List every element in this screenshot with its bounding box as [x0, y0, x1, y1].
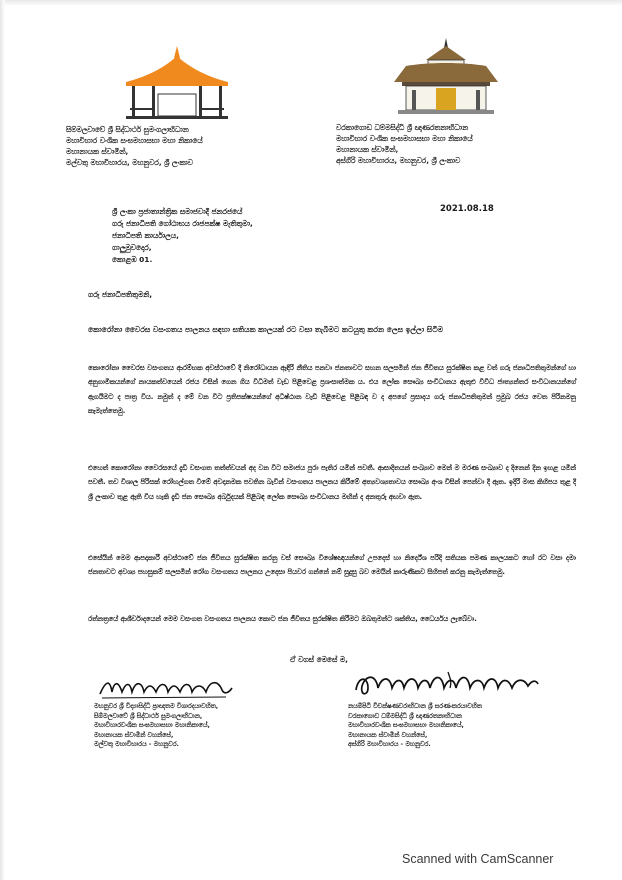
recipient-address [112, 206, 342, 266]
letter-subject: කොරෝනා වෛරස වසංගතය පාලනය සඳහා සතියක කාලයක් රට වසා තැබීමට කටයුතු කරන ලෙස ඉල්ලා සිටීම [88, 325, 443, 334]
signatory-line: සිම්මලවාවේ ශ්‍රී සිද්ධාර්ථ සුමංගලාභිධාන, [94, 712, 203, 720]
letterhead-line: මහාවිහාර වංශික සංඝමහාසභා මහා නිකායේ [66, 136, 203, 145]
body-paragraph: රත්නත්‍රයේ ආශීර්වාදයෙන් මෙම වසංගත වසංගතය පාලනය කොට ජන ජීවිතය සුරක්ෂිත කිරීමට ඔබතුමන්ට ශක්තිය, ධෛර්යය ලැබේවා. [88, 615, 477, 623]
right-signature [352, 668, 540, 702]
letterhead-line: සිම්මලවාවේ ශ්‍රී සිද්ධාර්ථ සුමංගලාභිධාන [66, 125, 189, 134]
right-signatory-block [348, 702, 588, 750]
signatory-line: මහනුවර ශ්‍රී විද්‍යාසිද්ධි ප්‍රාඥතම විශාරදයාවහිත, [94, 703, 219, 710]
address-line: කොළඹ 01. [112, 255, 153, 264]
letterhead-line: මහානායක ස්වාමීන්, [336, 145, 399, 154]
closing-line: ඒ වගස් මෙසේ ම, [290, 655, 348, 664]
right-letterhead [336, 122, 586, 166]
salutation: ගරු ජනාධිපතිතුමනි, [88, 290, 153, 299]
address-line: ජනාධිපති කාර්යාලය, [112, 231, 179, 240]
left-signatory-block [94, 702, 294, 750]
address-line: ගරු ජනාධිපති ගෝඨාභය රාජපක්ෂ මැතිතුමා, [112, 219, 253, 228]
scan-edge [0, 0, 622, 6]
signatory-line: මහානායක ස්වාමීන් වහන්සේ, [94, 731, 174, 739]
signatory-line: මහාවිහාරවංශික සංඝමහාසභා මහානිකායේ, [348, 722, 464, 730]
letterhead-line: වරකාගොඩ ධම්මසිද්ධි ශ්‍රී ඥාණරතනාභිධාන [336, 123, 469, 132]
signatory-line: නයම්පිටි විචක්ෂණවරාභිධාන ශ්‍රී සරණංකරයාවහිත [348, 703, 482, 710]
camscanner-watermark: Scanned with CamScanner [402, 852, 554, 866]
scan-edge [0, 0, 5, 880]
left-signature [96, 674, 236, 702]
letterhead-line: මහාවිහාර වංශික සංඝමහාසභා මහා නිකායේ [336, 134, 473, 143]
malwatu-pavilion-logo [122, 44, 232, 120]
address-line: ශ්‍රී ලංකා ප්‍රජාතාන්ත්‍රික සමාජවාදී ජනරජයේ [112, 207, 243, 216]
letterhead-line: මහානායක ස්වාමීන්, [66, 147, 129, 156]
asgiri-temple-logo [388, 38, 504, 116]
left-letterhead [66, 124, 306, 168]
signatory-line: මහාවිහාරවංශික සංඝමහාසභා මහානිකායේ, [94, 722, 210, 730]
letter-date: 2021.08.18 [440, 204, 494, 214]
signatory-line: අස්ගිරි මහාවිහාරය - මහනුවර. [348, 741, 431, 749]
body-paragraph: කොරෝනා වෛරස වසංගතය ආරම්භක අවස්ථාවේ දී නිරෝධායන ඇඳිරි නීතිය පනවා ජනතාවට සහන සලසමින් ජන ජීවිතය සුරක්ෂිත කළ වත් ගරු ජනාධිපතිතුමන්ගේ හා අනුගාමිකයන්ගේ නායකත්වයෙන් රජය විසින් ගෙන ගිය විධිමත් වැඩ පිළිවෙළ ප්‍රශංසාත්මක ය. එය ලෝක සෞඛ්‍ය සංවිධානය ඇතුළු විවිධ ජාත්‍යන්තර සංවිධානයන්ගේ ඇගයීමට ද පාත්‍ර විය. නමුත් ද මේ වන විට ප්‍රතිපක්ෂයන්ගේ අධිෂ්ඨාන වැඩි පිළිවෙළ පිළිබඳ ව ද අපගේ ප්‍රසාදය ගරු ජනාධිපතිතුමන් ප්‍රමුඛ රජය වෙත පිරිනමනු කැමැත්තෙමු. [88, 364, 576, 416]
signatory-line: මල්වතු මහාවිහාරය - මහනුවර. [94, 741, 179, 749]
letterhead-line: අස්ගිරි මහාවිහාරය, මහනුවර, ශ්‍රී ලංකාව [336, 156, 461, 165]
body-paragraph: එහෙත් කොරෝනා වෛරසයේ දැඩි වසංගත තත්ත්වයන් අද වන විට සමාජය පුරා පැතිර යමින් පවතී. ආසාදිතයන් සංඛ්‍යාව මෙන් ම මරණ සංඛ්‍යාව ද දිනෙන් දින ඉහළ යමින් පවතී. තව විශාල පිරිසක් රෝහල්ගත වීමේ අවදානමක පවතින බැවින් වසංගතය පාලනය කිරීමේ අත්‍යවශ්‍යතාවය සෞඛ්‍ය අංශ විසින් පෙන්වා දී ඇත. ඉදිරි මාස කිහිපය තුළ දී ශ්‍රී ලංකාව තුළ ඇති විය හැකි දැඩි ජන සෞඛ්‍ය අර්බුදයක් පිළිබඳ ලෝක සෞඛ්‍ය සංවිධානය මඟින් ද අනතුරු අඟවා ඇත. [88, 464, 576, 501]
address-line: ගාලුමුවදොර, [112, 243, 152, 252]
letterhead-line: මල්වතු මහාවිහාරය, මහනුවර, ශ්‍රී ලංකාව [66, 158, 193, 167]
signatory-line: වරකාගොඩ ධම්මසිද්ධි ශ්‍රී ඥාණරතනාභිධාන [348, 712, 462, 720]
signatory-line: මහානායක ස්වාමීන් වහන්සේ, [348, 731, 428, 739]
body-paragraph: එසේයින් මෙම ආපදාකාරී අවස්ථාවේ ජන ජීවිතය සුරක්ෂිත කරනු වස් සෞඛ්‍ය විශේෂඥයන්ගේ උපදෙස් හා නිර්දේශ පරිදි සතියක පමණ කාලයකට හෝ රට වසා දමා ජනතාවට අවශ්‍ය පහසුකම් සලසමින් රෝග වසංගතය පාලනය උදෙසා පියවර ගන්නේ නම් සුදුසු බව මෙයින් කාරුණිකව සිහිපත් කරනු කැමැත්තෙමු. [88, 554, 576, 577]
